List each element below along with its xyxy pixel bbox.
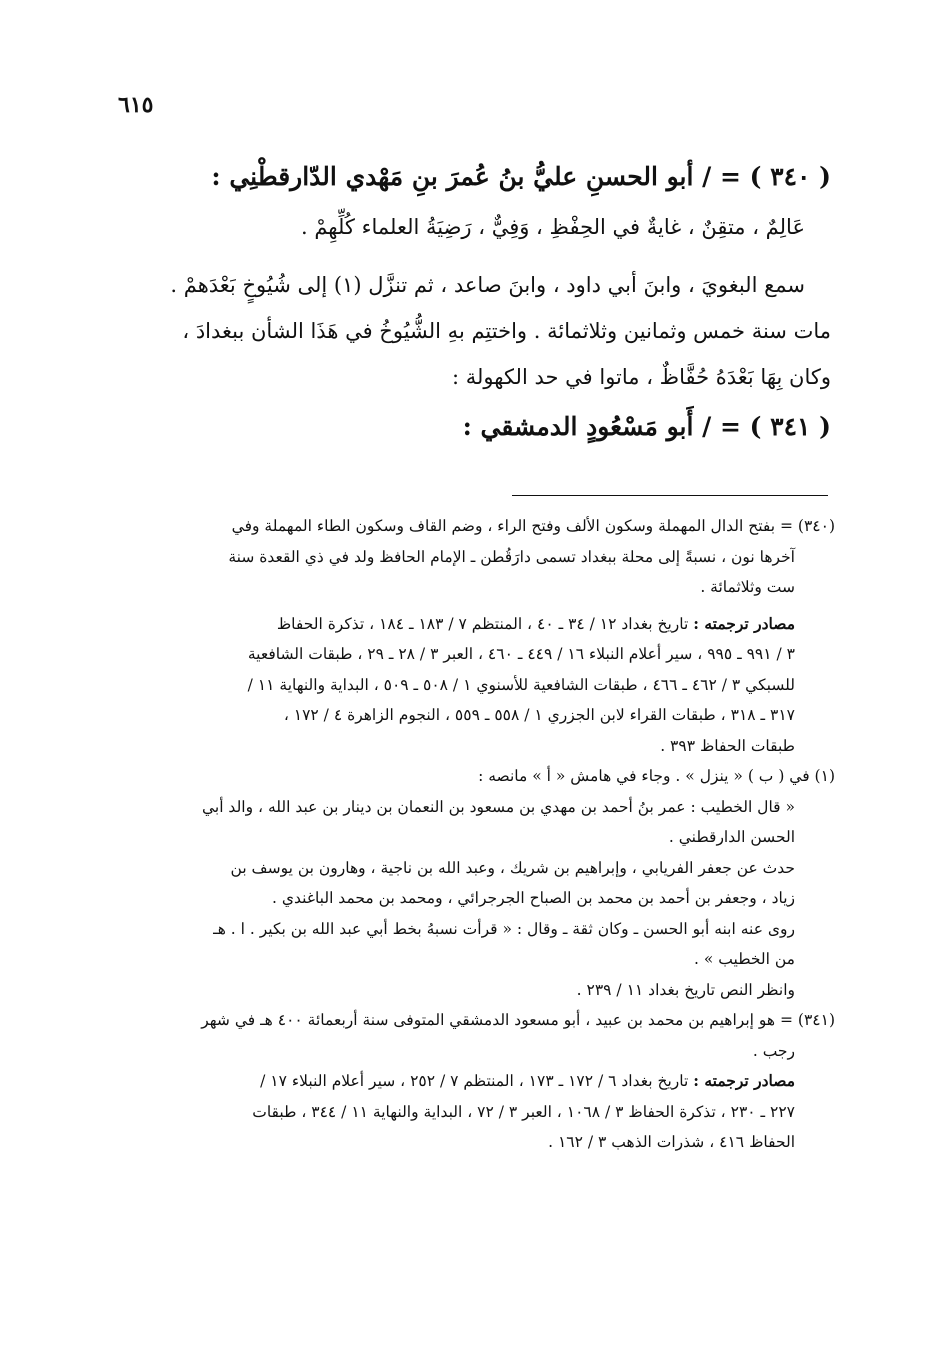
- footnote-1-line: حدث عن جعفر الفريابي ، وإبراهيم بن شريك ، وعبد الله بن ناجية ، وهارون بن يوسف بن: [230, 858, 795, 877]
- entry-340-line: عَالِمٌ ، متقِنٌ ، غايةٌ في الحِفْظِ ، وَفِيٌّ ، رَضِيَةُ العلماء كُلِّهِمْ .: [300, 215, 805, 239]
- sources-label: مصادر ترجمته :: [693, 613, 795, 633]
- footnote-1-line: زياد ، وجعفر بن أحمد بن محمد بن الصباح الجرجرائي ، ومحمد بن محمد الباغندي .: [272, 889, 795, 907]
- footnote-1-line: « قال الخطيب : عمر بنُ أحمد بن مهدي بن مسعود بن النعمان بن دينار بن عبد الله ، والد أبي: [201, 797, 795, 816]
- footnote-1-line: روى عنه ابنه أبو الحسن ـ وكان ثقة ـ وقال : « قرأت نسبهُ بخط أبي عبد الله بن بكير . ا . هـ: [213, 919, 795, 938]
- footnote-divider: [512, 495, 828, 496]
- sources-text: تاريخ بغداد ٦ / ١٧٢ ـ ١٧٣ ، المنتظم ٧ / ٢٥٢ ، سير أعلام النبلاء ١٧ /: [260, 1072, 689, 1090]
- entry-340-line: سمع البغويَ ، وابنَ أبي داود ، وابنَ صاعد ، ثم تنزَّل (١) إلى شُيُوخٍ بَعْدَهمْ .: [170, 273, 805, 297]
- note-340-sources-line: ٣ / ٩٩١ ـ ٩٩٥ ، سير أعلام النبلاء ١٦ / ٤٤٩ ـ ٤٦٠ ، العبر ٣ / ٢٨ ـ ٢٩ ، طبقات الشافعية: [247, 645, 795, 663]
- note-341-line: رجب .: [752, 1041, 795, 1060]
- note-340-line: ست وثلاثمائة .: [700, 578, 795, 596]
- note-340-line: (٣٤٠) = بفتح الدال المهملة وسكون الألف وفتح الراء ، وضم القاف وسكون الطاء المهملة وفي: [231, 517, 835, 535]
- entry-heading-341: ( ٣٤١ ) = / أَبو مَسْعُودٍ الدمشقي :: [462, 412, 831, 441]
- sources-text: تاريخ بغداد ١٢ / ٣٤ ـ ٤٠ ، المنتظم ٧ / ١٨٣ ـ ١٨٤ ، تذكرة الحفاظ: [276, 614, 689, 633]
- note-341-sources: [135, 1066, 835, 1097]
- note-341-sources-line: ٢٢٧ ـ ٢٣٠ ، تذكرة الحفاظ ٣ / ١٠٦٨ ، العبر ٣ / ٧٢ ، البداية والنهاية ١١ / ٣٤٤ ، طبقات: [252, 1102, 795, 1121]
- note-340-sources: [135, 609, 835, 640]
- page-number: ٦١٥: [118, 92, 154, 118]
- entry-340-line: مات سنة خمس وثمانين وثلاثمائة . واختتِم بهِ الشُّيُوخُ في هَذَا الشأن ببغدادَ ،: [182, 319, 831, 343]
- footnote-1-line: وانظر النص تاريخ بغداد ١١ / ٢٣٩ .: [576, 980, 795, 999]
- note-340-sources-line: طبقات الحفاظ ٣٩٣ .: [660, 736, 795, 755]
- entry-340-line: وكان بِهَا بَعْدَهُ حُفَّاظٌ ، ماتوا في حد الكهولة :: [452, 365, 831, 389]
- note-341-line: (٣٤١) = هو إبراهيم بن محمد بن عبيد ، أبو مسعود الدمشقي المتوفى سنة أربعمائة ٤٠٠ هـ في شهر: [201, 1011, 835, 1029]
- entry-heading-340: ( ٣٤٠ ) = / أبو الحسنِ عليُّ بنُ عُمرَ بنِ مَهْدي الدّارقطْنِي :: [211, 162, 831, 191]
- footnote-1-line: (١) في ( ب ) « ينزل » . وجاء في هامش « أ » مانصه :: [478, 767, 835, 785]
- note-340-sources-line: ٣١٧ ـ ٣١٨ ، طبقات القراء لابن الجزري ١ / ٥٥٨ ـ ٥٥٩ ، النجوم الزاهرة ٤ / ١٧٢ ،: [283, 706, 795, 724]
- note-340-sources-line: للسبكي ٣ / ٤٦٢ ـ ٤٦٦ ، طبقات الشافعية للأسنوي ١ / ٥٠٨ ـ ٥٠٩ ، البداية والنهاية ١١ /: [247, 675, 795, 694]
- note-340-line: آخرها نون ، نسبةً إلى محلة ببغداد تسمى دارَقُطن ـ الإمام الحافظ ولد في ذي القعدة سنة: [228, 547, 795, 566]
- sources-label: مصادر ترجمته :: [693, 1071, 795, 1090]
- footnote-1-line: الحسن الدارقطني .: [668, 828, 795, 846]
- main-text: [131, 150, 831, 454]
- footnote-1-line: من الخطيب » .: [694, 950, 795, 968]
- footnotes: [135, 511, 835, 1158]
- note-341-sources-line: الحفاظ ٤١٦ ، شذرات الذهب ٣ / ١٦٢ .: [548, 1133, 795, 1151]
